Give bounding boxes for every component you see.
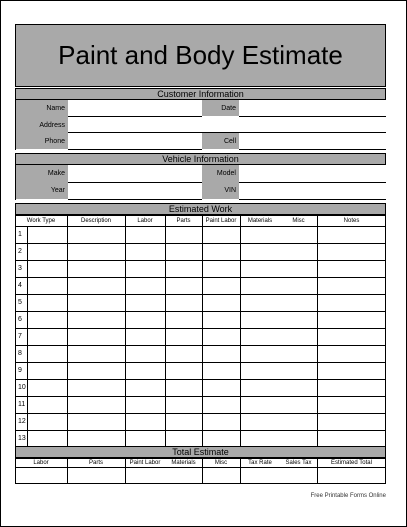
work-column-header: Materials [247,217,273,224]
total-column-divider [202,458,203,484]
total-column-divider [125,458,126,484]
vehicle-section-title: Vehicle Information [162,154,239,164]
cell-field[interactable] [239,149,386,150]
work-row-line[interactable] [15,430,386,431]
vin-label: VIN [224,187,236,194]
work-row-line[interactable] [15,345,386,346]
total-column-header: Sales Tax [285,459,312,466]
work-column-header: Misc [292,217,305,224]
total-value-cell[interactable] [202,467,240,484]
year-label: Year [50,187,65,194]
total-header-divider [15,467,386,468]
work-row-line[interactable] [15,260,386,261]
page-title: Paint and Body Estimate [58,40,343,70]
total-column-header: Parts [88,459,103,466]
work-column-header: Paint Labor [205,217,237,224]
total-column-header: Labor [33,459,49,466]
work-row-line[interactable] [15,294,386,295]
work-row-line[interactable] [15,311,386,312]
row-number: 6 [18,316,22,323]
total-column-divider [240,458,241,484]
vehicle-left-border [15,165,16,200]
estimated-work-table [15,215,386,447]
total-value-cell[interactable] [317,467,386,484]
row-number: 5 [18,299,22,306]
row-number: 10 [18,384,26,391]
vin-field[interactable] [239,199,386,200]
work-row-line[interactable] [15,277,386,278]
row-number: 8 [18,350,22,357]
work-column-header: Work Type [26,217,56,224]
address-label: Address [39,121,65,129]
total-column-header: Materials [171,459,196,466]
work-column-header: Description [80,217,111,224]
work-row-line[interactable] [15,413,386,414]
total-value-cell[interactable] [67,467,125,484]
total-column-header: Estimated Total [331,459,372,466]
date-label: Date [221,104,236,112]
work-row-line[interactable] [15,243,386,244]
total-value-cell[interactable] [125,467,165,484]
date-field[interactable] [239,116,386,117]
work-row-line[interactable] [15,362,386,363]
work-section-title: Estimated Work [168,204,233,214]
work-row-line[interactable] [15,328,386,329]
cell-label: Cell [223,137,236,145]
work-row-line[interactable] [15,379,386,380]
work-column-header: Labor [137,217,153,224]
total-value-cell[interactable] [15,467,67,484]
total-value-cell[interactable] [240,467,280,484]
make-label: Make [47,170,65,177]
total-section-header [15,446,386,458]
phone-label: Phone [44,137,65,145]
customer-section-header [15,88,386,100]
work-column-header: Notes [343,217,360,224]
customer-left-border [15,100,16,150]
footer-note: Free Printable Forms Online [310,493,386,499]
row-number: 12 [18,418,26,425]
total-column-divider [317,458,318,484]
work-row-line[interactable] [15,396,386,397]
total-section-title: Total Estimate [172,447,229,457]
name-label: Name [46,104,65,112]
row-number: 4 [18,282,22,289]
work-header-divider [15,226,386,227]
row-number: 13 [18,435,26,442]
total-value-cell[interactable] [165,467,202,484]
model-label: Model [216,170,236,177]
vehicle-section-header [15,153,386,165]
name-field[interactable] [68,116,202,117]
work-section-header [15,203,386,215]
row-number: 7 [18,333,22,340]
total-column-divider [67,458,68,484]
row-number: 9 [18,367,22,374]
phone-field[interactable] [68,149,202,150]
total-estimate-table [15,458,386,484]
total-value-cell[interactable] [280,467,317,484]
title-banner [15,24,386,87]
year-field[interactable] [68,199,202,200]
model-field[interactable] [239,182,386,183]
make-field[interactable] [68,182,202,183]
total-column-header: Misc [214,459,228,466]
row-number: 11 [18,401,26,408]
row-number: 3 [18,265,22,272]
total-column-header: Paint Labor [129,459,161,466]
work-column-header: Parts [176,217,191,224]
customer-section-title: Customer Information [157,89,244,99]
total-column-header: Tax Rate [248,459,272,466]
address-field[interactable] [68,132,386,133]
row-number: 2 [18,248,22,255]
row-number: 1 [18,231,22,238]
